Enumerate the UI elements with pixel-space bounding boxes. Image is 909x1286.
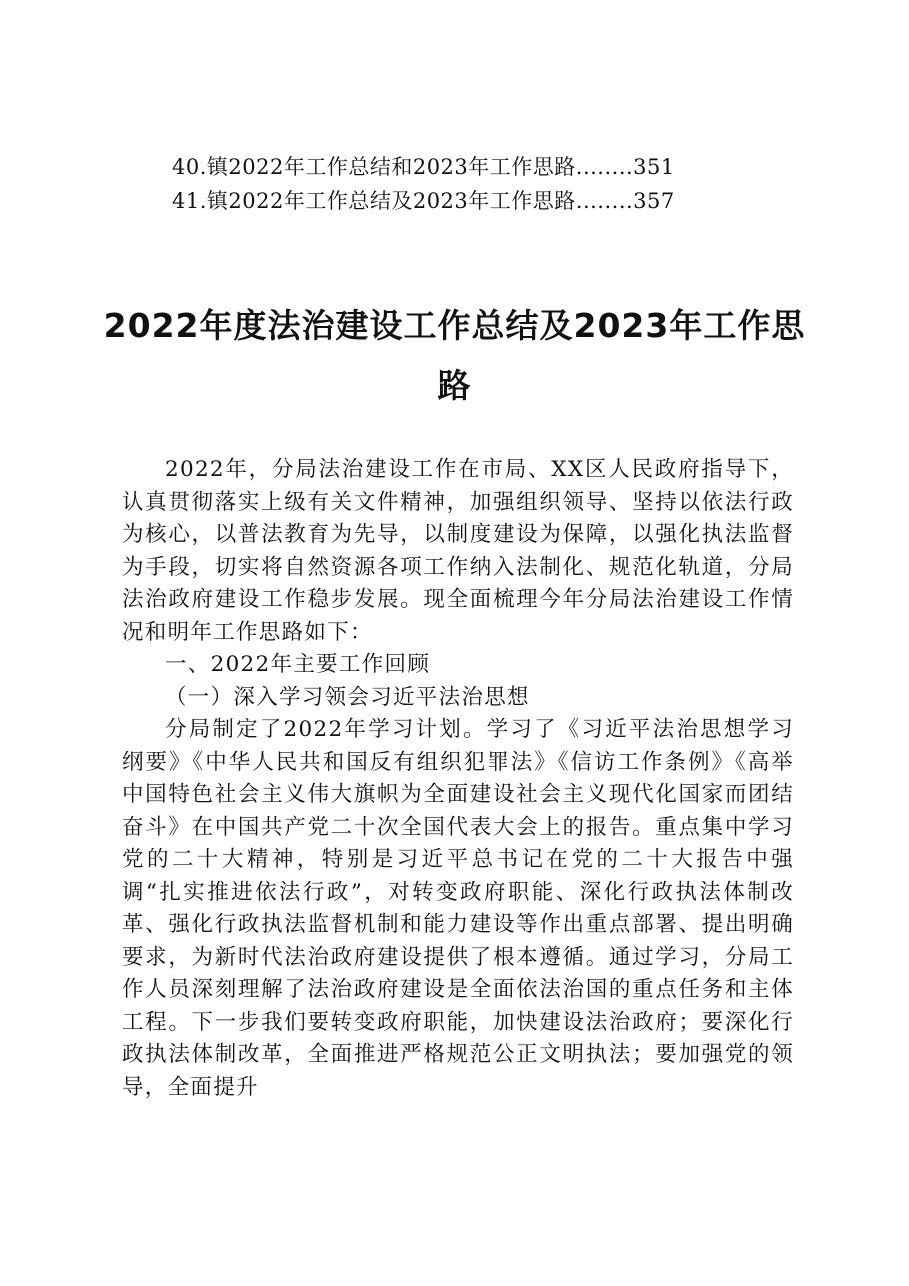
section-heading: 一、2022年主要工作回顾 xyxy=(165,652,431,677)
intro-paragraph: 2022年，分局法治建设工作在市局、XX区人民政府指导下，认真贯彻落实上级有关文件精神，加强组织领导、坚持以依法行政为核心，以普法教育为先导，以制度建设为保障，以强化执法监督为手段，切实将自然资源各项工作纳入法制化、规范化轨道，分局法治政府建设工作稳步发展。现全面梳理今年分局法治建设工作情况和明年工作思路如下： xyxy=(122,457,794,645)
subsection-heading: （一）深入学习领会习近平法治思想 xyxy=(165,684,530,710)
toc-entry: 41.镇2022年工作总结及2023年工作思路........357 xyxy=(172,189,675,213)
toc-entry: 40.镇2022年工作总结和2023年工作思路........351 xyxy=(172,155,675,179)
document-title: 2022年度法治建设工作总结及2023年工作思路 xyxy=(103,306,806,405)
document-body xyxy=(122,454,794,1104)
table-of-contents xyxy=(172,150,772,218)
body-paragraph: 分局制定了2022年学习计划。学习了《习近平法治思想学习纲要》《中华人民共和国反有组织犯罪法》《信访工作条例》《高举中国特色社会主义伟大旗帜为全面建设社会主义现代化国家而团结奋斗》在中国共产党二十次全国代表大会上的报告。重点集中学习党的二十大精神，特别是习近平总书记在党的二十大报告中强调“扎实推进依法行政”，对转变政府职能、深化行政执法体制改革、强化行政执法监督机制和能力建设等作出重点部署、提出明确要求，为新时代法治政府建设提供了根本遵循。通过学习，分局工作人员深刻理解了法治政府建设是全面依法治国的重点任务和主体工程。下一步我们要转变政府职能，加快建设法治政府；要深化行政执法体制改革，全面推进严格规范公正文明执法；要加强党的领导，全面提升 xyxy=(122,717,794,1100)
